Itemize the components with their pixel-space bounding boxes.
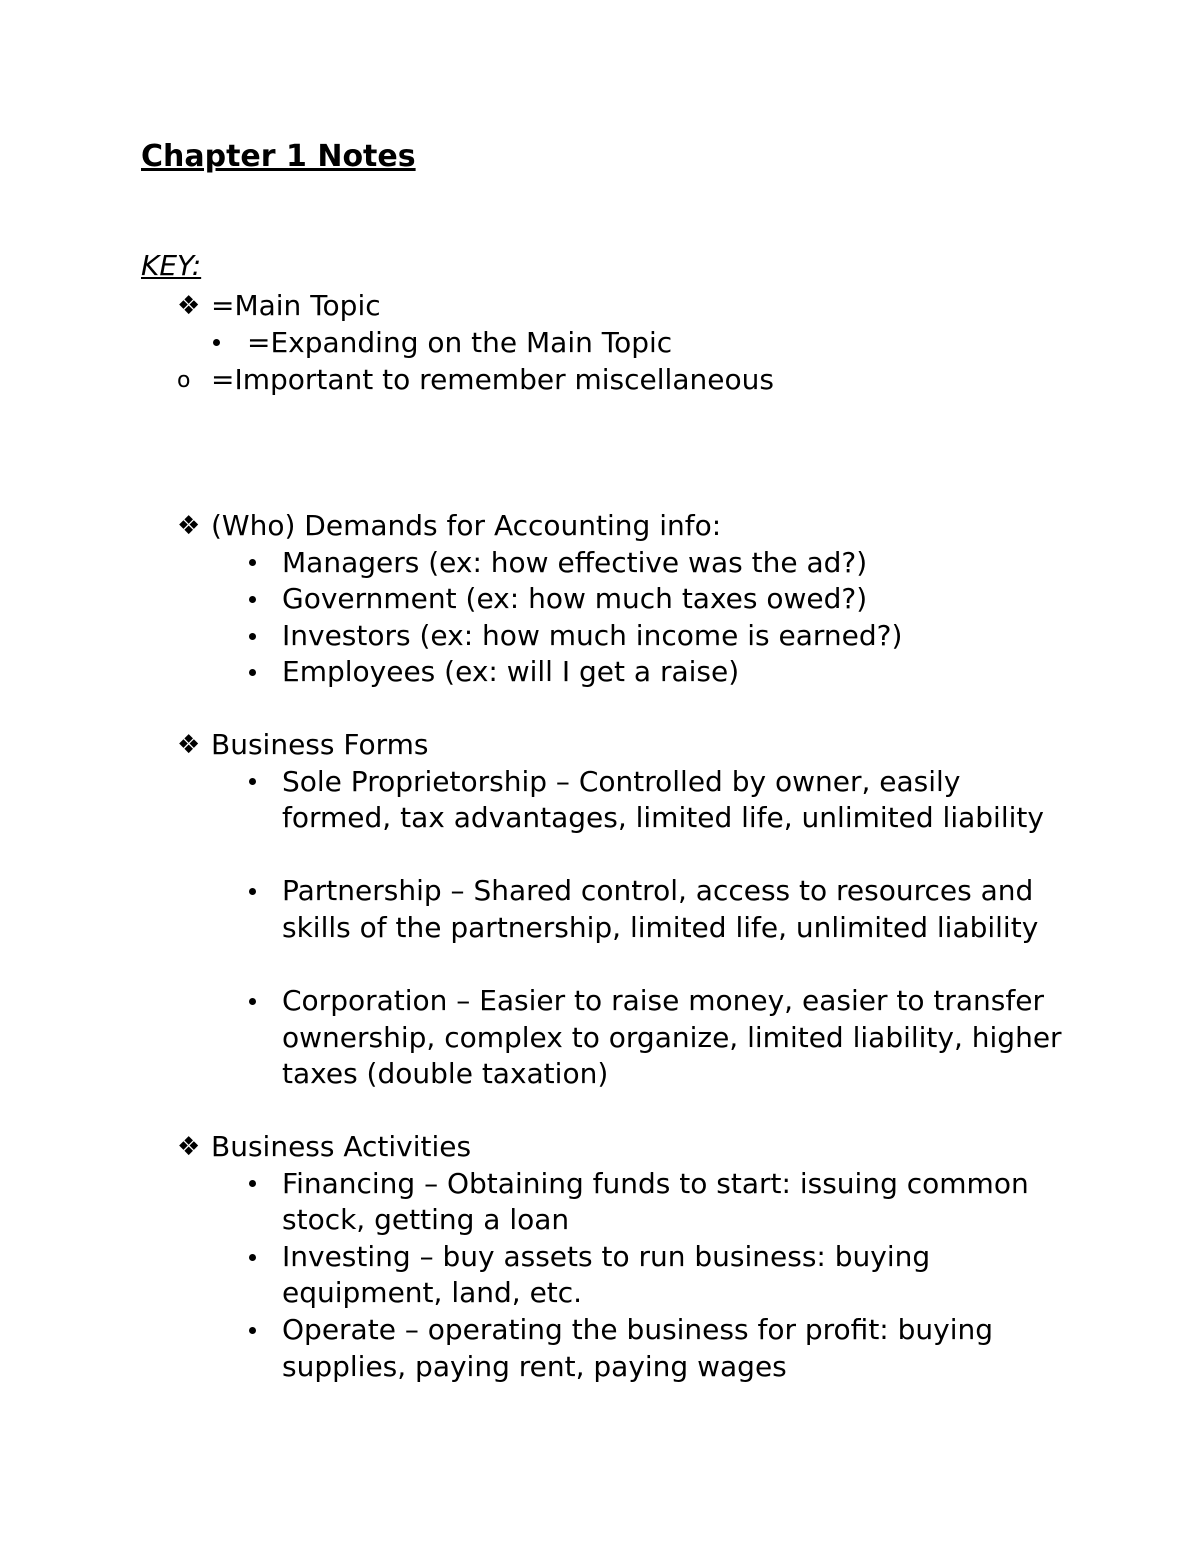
round-bullet-icon	[249, 596, 256, 603]
diamond-cross-bullet-icon: ❖	[177, 291, 201, 321]
diamond-cross-bullet-icon: ❖	[177, 730, 201, 760]
key-main-topic: =Main Topic	[211, 289, 381, 322]
list-item: Managers (ex: how effective was the ad?)	[282, 545, 868, 579]
round-bullet-icon	[249, 998, 256, 1005]
list-item: Sole Proprietorship – Controlled by owner, easily formed, tax advantages, limited life, unlimited liability	[282, 764, 1044, 835]
round-bullet-icon	[249, 1327, 256, 1334]
hollow-circle-bullet-icon: o	[177, 368, 191, 393]
section-heading: Business Forms	[211, 728, 429, 761]
round-bullet-icon	[249, 633, 256, 640]
list-item: Partnership – Shared control, access to resources and skills of the partnership, limited life, unlimited liability	[282, 874, 1039, 944]
diamond-cross-bullet-icon: ❖	[177, 511, 201, 541]
list-item: Operate – operating the business for profit: buying supplies, paying rent, paying wages	[282, 1313, 994, 1383]
key-label: KEY:	[141, 249, 202, 282]
round-bullet-icon	[249, 669, 256, 676]
page-title: Chapter 1 Notes	[141, 139, 416, 174]
round-bullet-icon	[213, 339, 220, 346]
key-important: =Important to remember miscellaneous	[211, 363, 774, 396]
list-item: Government (ex: how much taxes owed?)	[282, 582, 868, 616]
list-item: Investing – buy assets to run business: buying equipment, land, etc.	[282, 1239, 931, 1310]
round-bullet-icon	[249, 778, 256, 785]
round-bullet-icon	[249, 1180, 256, 1187]
section-heading: (Who) Demands for Accounting info:	[211, 509, 722, 542]
round-bullet-icon	[249, 1254, 256, 1261]
section-heading: Business Activities	[211, 1130, 472, 1163]
list-item: Financing – Obtaining funds to start: issuing common stock, getting a loan	[282, 1166, 1029, 1237]
key-expanding: =Expanding on the Main Topic	[247, 326, 673, 359]
list-item: Corporation – Easier to raise money, easier to transfer ownership, complex to organize, limited liability, higher taxes (double taxation)	[282, 984, 1062, 1091]
round-bullet-icon	[249, 559, 256, 566]
round-bullet-icon	[249, 888, 256, 895]
diamond-cross-bullet-icon: ❖	[177, 1132, 201, 1162]
list-item: Investors (ex: how much income is earned?)	[282, 618, 903, 652]
list-item: Employees (ex: will I get a raise)	[282, 655, 740, 689]
